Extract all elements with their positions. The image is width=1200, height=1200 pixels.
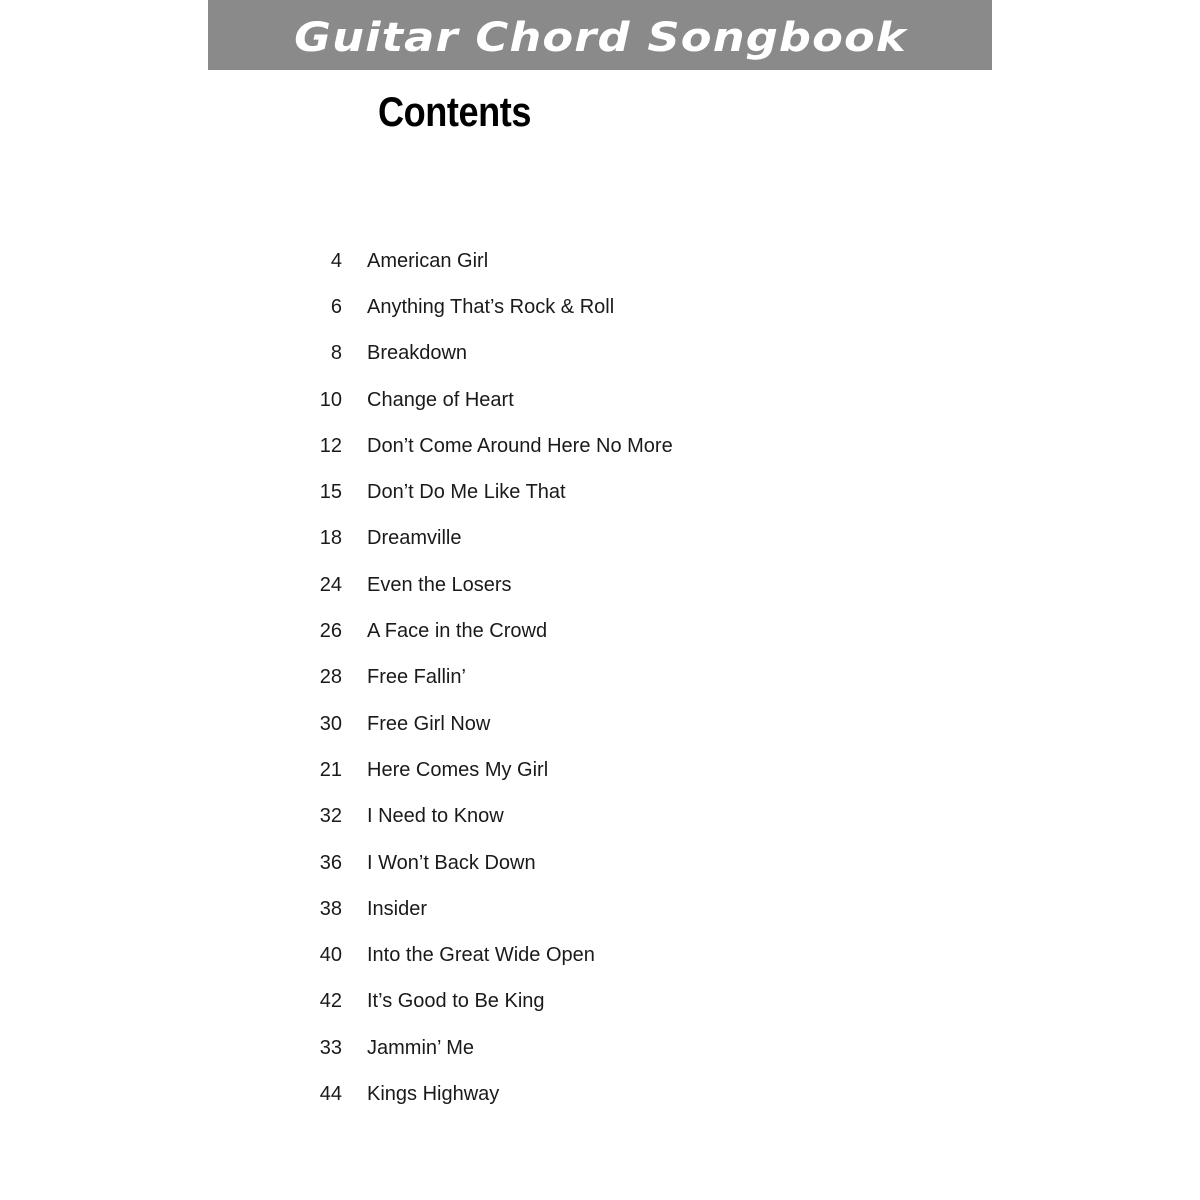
toc-song-title: Free Girl Now (367, 712, 491, 735)
toc-entry (300, 562, 673, 608)
toc-song-title: Into the Great Wide Open (367, 944, 595, 967)
toc-entry (300, 979, 673, 1025)
book-title: Guitar Chord Songbook (293, 15, 907, 61)
toc-entry (300, 238, 673, 284)
header-band (208, 0, 992, 70)
toc-song-title: I Need to Know (367, 805, 504, 828)
table-of-contents (300, 238, 673, 1118)
toc-song-title: Jammin’ Me (367, 1036, 475, 1059)
toc-entry (300, 655, 673, 701)
toc-song-title: Free Fallin’ (367, 666, 466, 689)
toc-page-number: 21 (319, 758, 342, 781)
toc-page-number: 4 (330, 249, 342, 272)
toc-page-number: 38 (319, 897, 342, 920)
toc-page-number: 32 (319, 805, 342, 828)
toc-song-title: Dreamville (367, 527, 462, 550)
toc-song-title: American Girl (367, 249, 489, 272)
contents-heading: Contents (378, 88, 532, 135)
toc-page-number: 28 (319, 666, 342, 689)
toc-song-title: It’s Good to Be King (367, 990, 545, 1013)
toc-page-number: 33 (319, 1036, 342, 1059)
toc-song-title: Insider (367, 897, 428, 920)
toc-entry (300, 331, 673, 377)
toc-song-title: Anything That’s Rock & Roll (367, 295, 615, 318)
toc-page-number: 12 (319, 434, 342, 457)
toc-entry (300, 284, 673, 330)
toc-song-title: Breakdown (367, 342, 468, 365)
toc-song-title: Even the Losers (367, 573, 512, 596)
toc-page-number: 8 (330, 342, 342, 365)
toc-page-number: 15 (319, 481, 342, 504)
toc-page-number: 24 (319, 573, 342, 596)
toc-entry (300, 1025, 673, 1071)
toc-entry (300, 701, 673, 747)
toc-song-title: Don’t Do Me Like That (367, 481, 566, 504)
toc-entry (300, 932, 673, 978)
toc-song-title: I Won’t Back Down (367, 851, 536, 874)
toc-page-number: 44 (319, 1082, 342, 1105)
toc-song-title: Kings Highway (367, 1082, 500, 1105)
toc-entry (300, 608, 673, 654)
toc-entry (300, 840, 673, 886)
toc-song-title: A Face in the Crowd (367, 620, 548, 643)
toc-entry (300, 516, 673, 562)
toc-entry (300, 423, 673, 469)
toc-song-title: Here Comes My Girl (367, 758, 549, 781)
toc-song-title: Don’t Come Around Here No More (367, 434, 673, 457)
toc-song-title: Change of Heart (367, 388, 514, 411)
toc-page-number: 36 (319, 851, 342, 874)
toc-page-number: 42 (319, 990, 342, 1013)
toc-entry (300, 747, 673, 793)
toc-page-number: 10 (319, 388, 342, 411)
toc-entry (300, 1071, 673, 1117)
toc-entry (300, 886, 673, 932)
toc-page-number: 18 (319, 527, 342, 550)
toc-entry (300, 794, 673, 840)
toc-page-number: 6 (330, 295, 342, 318)
toc-page-number: 30 (319, 712, 342, 735)
toc-entry (300, 377, 673, 423)
toc-page-number: 26 (319, 620, 342, 643)
toc-page-number: 40 (319, 944, 342, 967)
toc-entry (300, 469, 673, 515)
